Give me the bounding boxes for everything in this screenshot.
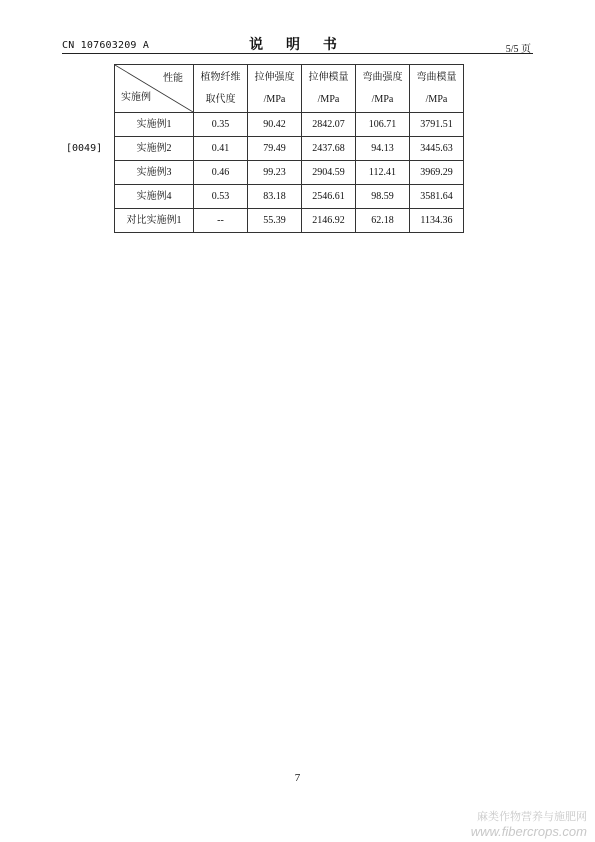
watermark-site-name: 麻类作物营养与施肥网 — [477, 810, 587, 823]
diagonal-header-cell — [115, 65, 194, 113]
column-header — [302, 65, 356, 113]
table-header-row — [115, 65, 464, 113]
table-cell: 94.13 — [356, 137, 410, 161]
document-title: 说 明 书 — [249, 37, 346, 53]
table-cell: 3445.63 — [410, 137, 464, 161]
table-row — [115, 161, 464, 185]
watermark-url: www.fibercrops.com — [470, 824, 587, 839]
table-cell: 1134.36 — [410, 209, 464, 233]
table-cell: 2546.61 — [302, 185, 356, 209]
table-cell: 3791.51 — [410, 113, 464, 137]
table-row — [115, 137, 464, 161]
table-cell: 99.23 — [248, 161, 302, 185]
table-cell: 90.42 — [248, 113, 302, 137]
page-header — [0, 0, 595, 56]
column-header-line2: 取代度 — [205, 93, 236, 105]
table-cell: 98.59 — [356, 185, 410, 209]
header-rule — [62, 53, 533, 54]
paragraph-number: [0049] — [66, 143, 103, 154]
row-label: 对比实施例1 — [115, 209, 194, 233]
row-label: 实施例4 — [115, 185, 194, 209]
column-header-line2: /MPa — [371, 93, 394, 105]
table-row — [115, 209, 464, 233]
table-cell: -- — [194, 209, 248, 233]
table-cell: 79.49 — [248, 137, 302, 161]
page-number: 7 — [294, 772, 301, 784]
table-cell: 2842.07 — [302, 113, 356, 137]
column-header — [410, 65, 464, 113]
column-header-line2: /MPa — [317, 93, 340, 105]
properties-table — [114, 64, 464, 233]
table-cell: 0.53 — [194, 185, 248, 209]
table-cell: 55.39 — [248, 209, 302, 233]
row-label: 实施例2 — [115, 137, 194, 161]
column-header-line1: 弯曲模量 — [416, 71, 457, 83]
row-label: 实施例3 — [115, 161, 194, 185]
table-cell: 2146.92 — [302, 209, 356, 233]
column-header-line2: /MPa — [425, 93, 448, 105]
column-header-line2: /MPa — [263, 93, 286, 105]
table-cell: 0.41 — [194, 137, 248, 161]
table-cell: 3581.64 — [410, 185, 464, 209]
column-header — [356, 65, 410, 113]
row-label: 实施例1 — [115, 113, 194, 137]
diagonal-header-top: 性能 — [163, 73, 183, 84]
table-cell: 83.18 — [248, 185, 302, 209]
column-header-line1: 植物纤维 — [200, 71, 241, 83]
table-cell: 2437.68 — [302, 137, 356, 161]
table-cell: 3969.29 — [410, 161, 464, 185]
column-header — [194, 65, 248, 113]
table-cell: 62.18 — [356, 209, 410, 233]
page-indicator: 5/5 页 — [505, 44, 531, 55]
watermark — [471, 808, 587, 839]
column-header-line1: 拉伸强度 — [254, 71, 295, 83]
column-header-line1: 弯曲强度 — [362, 71, 403, 83]
table-cell: 112.41 — [356, 161, 410, 185]
table-cell: 0.35 — [194, 113, 248, 137]
table-cell: 0.46 — [194, 161, 248, 185]
patent-number: CN 107603209 A — [62, 40, 150, 51]
table-cell: 2904.59 — [302, 161, 356, 185]
diagonal-header-bottom: 实施例 — [121, 92, 151, 103]
table-cell: 106.71 — [356, 113, 410, 137]
column-header-line1: 拉伸模量 — [308, 71, 349, 83]
table-row — [115, 185, 464, 209]
column-header — [248, 65, 302, 113]
table-row — [115, 113, 464, 137]
